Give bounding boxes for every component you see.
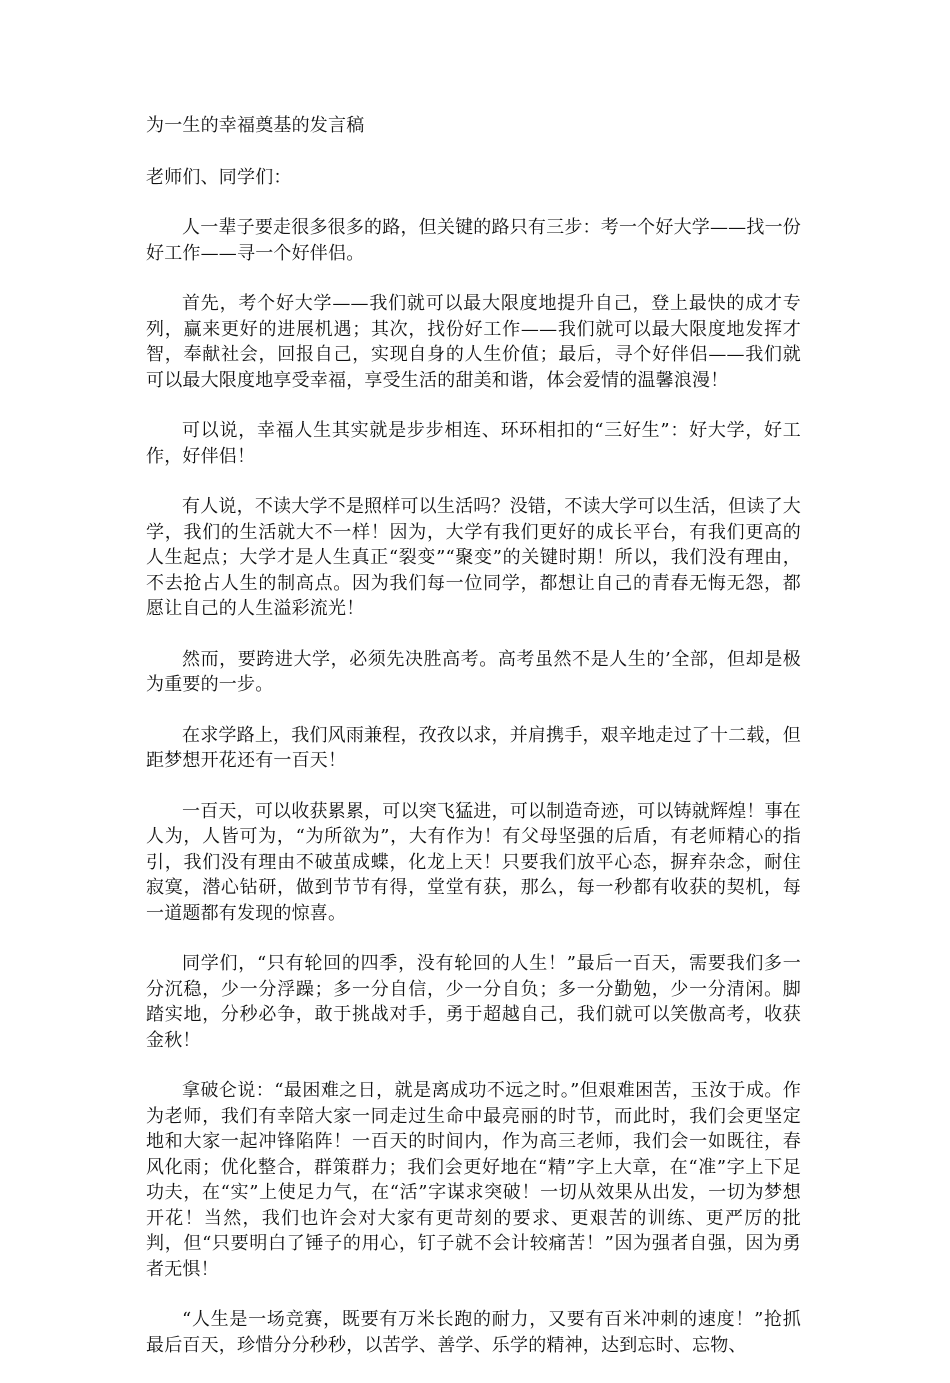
paragraph: 然而，要跨进大学，必须先决胜高考。高考虽然不是人生的’全部，但却是极为重要的一步。 xyxy=(146,648,801,695)
salutation: 老师们、同学们： xyxy=(146,166,292,188)
paragraph: “人生是一场竞赛，既要有万米长跑的耐力，又要有百米冲刺的速度！”抢抓最后百天，珍惜分分秒秒，以苦学、善学、乐学的精神，达到忘时、忘物、 xyxy=(146,1309,801,1356)
paragraph: 首先，考个好大学——我们就可以最大限度地提升自己，登上最快的成才专列，赢来更好的进展机遇；其次，找份好工作——我们就可以最大限度地发挥才智，奉献社会，回报自己，实现自身的人生价值；最后，寻个好伴侣——我们就可以最大限度地享受幸福，享受生活的甜美和谐，体会爱情的温馨浪漫！ xyxy=(146,293,801,391)
paragraph: 同学们，“只有轮回的四季，没有轮回的人生！”最后一百天，需要我们多一分沉稳，少一分浮躁；多一分自信，少一分自负；多一分勤勉，少一分清闲。脚踏实地，分秒必争，敢于挑战对手，勇于超越自己，我们就可以笑傲高考，收获金秋！ xyxy=(146,953,801,1051)
paragraph: 可以说，幸福人生其实就是步步相连、环环相扣的“三好生”：好大学，好工作，好伴侣！ xyxy=(146,420,801,467)
document-title: 为一生的幸福奠基的发言稿 xyxy=(146,115,365,136)
paragraph: 在求学路上，我们风雨兼程，孜孜以求，并肩携手，艰辛地走过了十二载，但距梦想开花还有一百天！ xyxy=(146,724,801,771)
paragraph: 有人说，不读大学不是照样可以生活吗？没错，不读大学可以生活，但读了大学，我们的生活就大不一样！因为，大学有我们更好的成长平台，有我们更高的人生起点；大学才是人生真正“裂变”“聚变”的关键时期！所以，我们没有理由，不去抢占人生的制高点。因为我们每一位同学，都想让自己的青春无悔无怨，都愿让自己的人生溢彩流光！ xyxy=(146,496,801,619)
paragraph: 拿破仑说：“最困难之日，就是离成功不远之时。”但艰难困苦，玉汝于成。作为老师，我们有幸陪大家一同走过生命中最亮丽的时节，而此时，我们会更坚定地和大家一起冲锋陷阵！一百天的时间内，作为高三老师，我们会一如既往，春风化雨；优化整合，群策群力；我们会更好地在“精”字上大章，在“准”字上下足功夫，在“实”上使足力气，在“活”字谋求突破！一切从效果从出发，一切为梦想开花！当然，我们也许会对大家有更苛刻的要求、更艰苦的训练、更严厉的批判，但“只要明白了锤子的用心，钉子就不会计较痛苦！”因为强者自强，因为勇者无惧！ xyxy=(146,1080,801,1280)
document-page xyxy=(146,113,801,1383)
paragraph: 一百天，可以收获累累，可以突飞猛进，可以制造奇迹，可以铸就辉煌！事在人为，人皆可为，“为所欲为”，大有作为！有父母坚强的后盾，有老师精心的指引，我们没有理由不破茧成蝶，化龙上天！只要我们放平心态，摒弃杂念，耐住寂寞，潜心钻研，做到节节有得，堂堂有获，那么，每一秒都有收获的契机，每一道题都有发现的惊喜。 xyxy=(146,800,801,924)
paragraph: 人一辈子要走很多很多的路，但关键的路只有三步：考一个好大学——找一份好工作——寻一个好伴侣。 xyxy=(146,217,801,264)
